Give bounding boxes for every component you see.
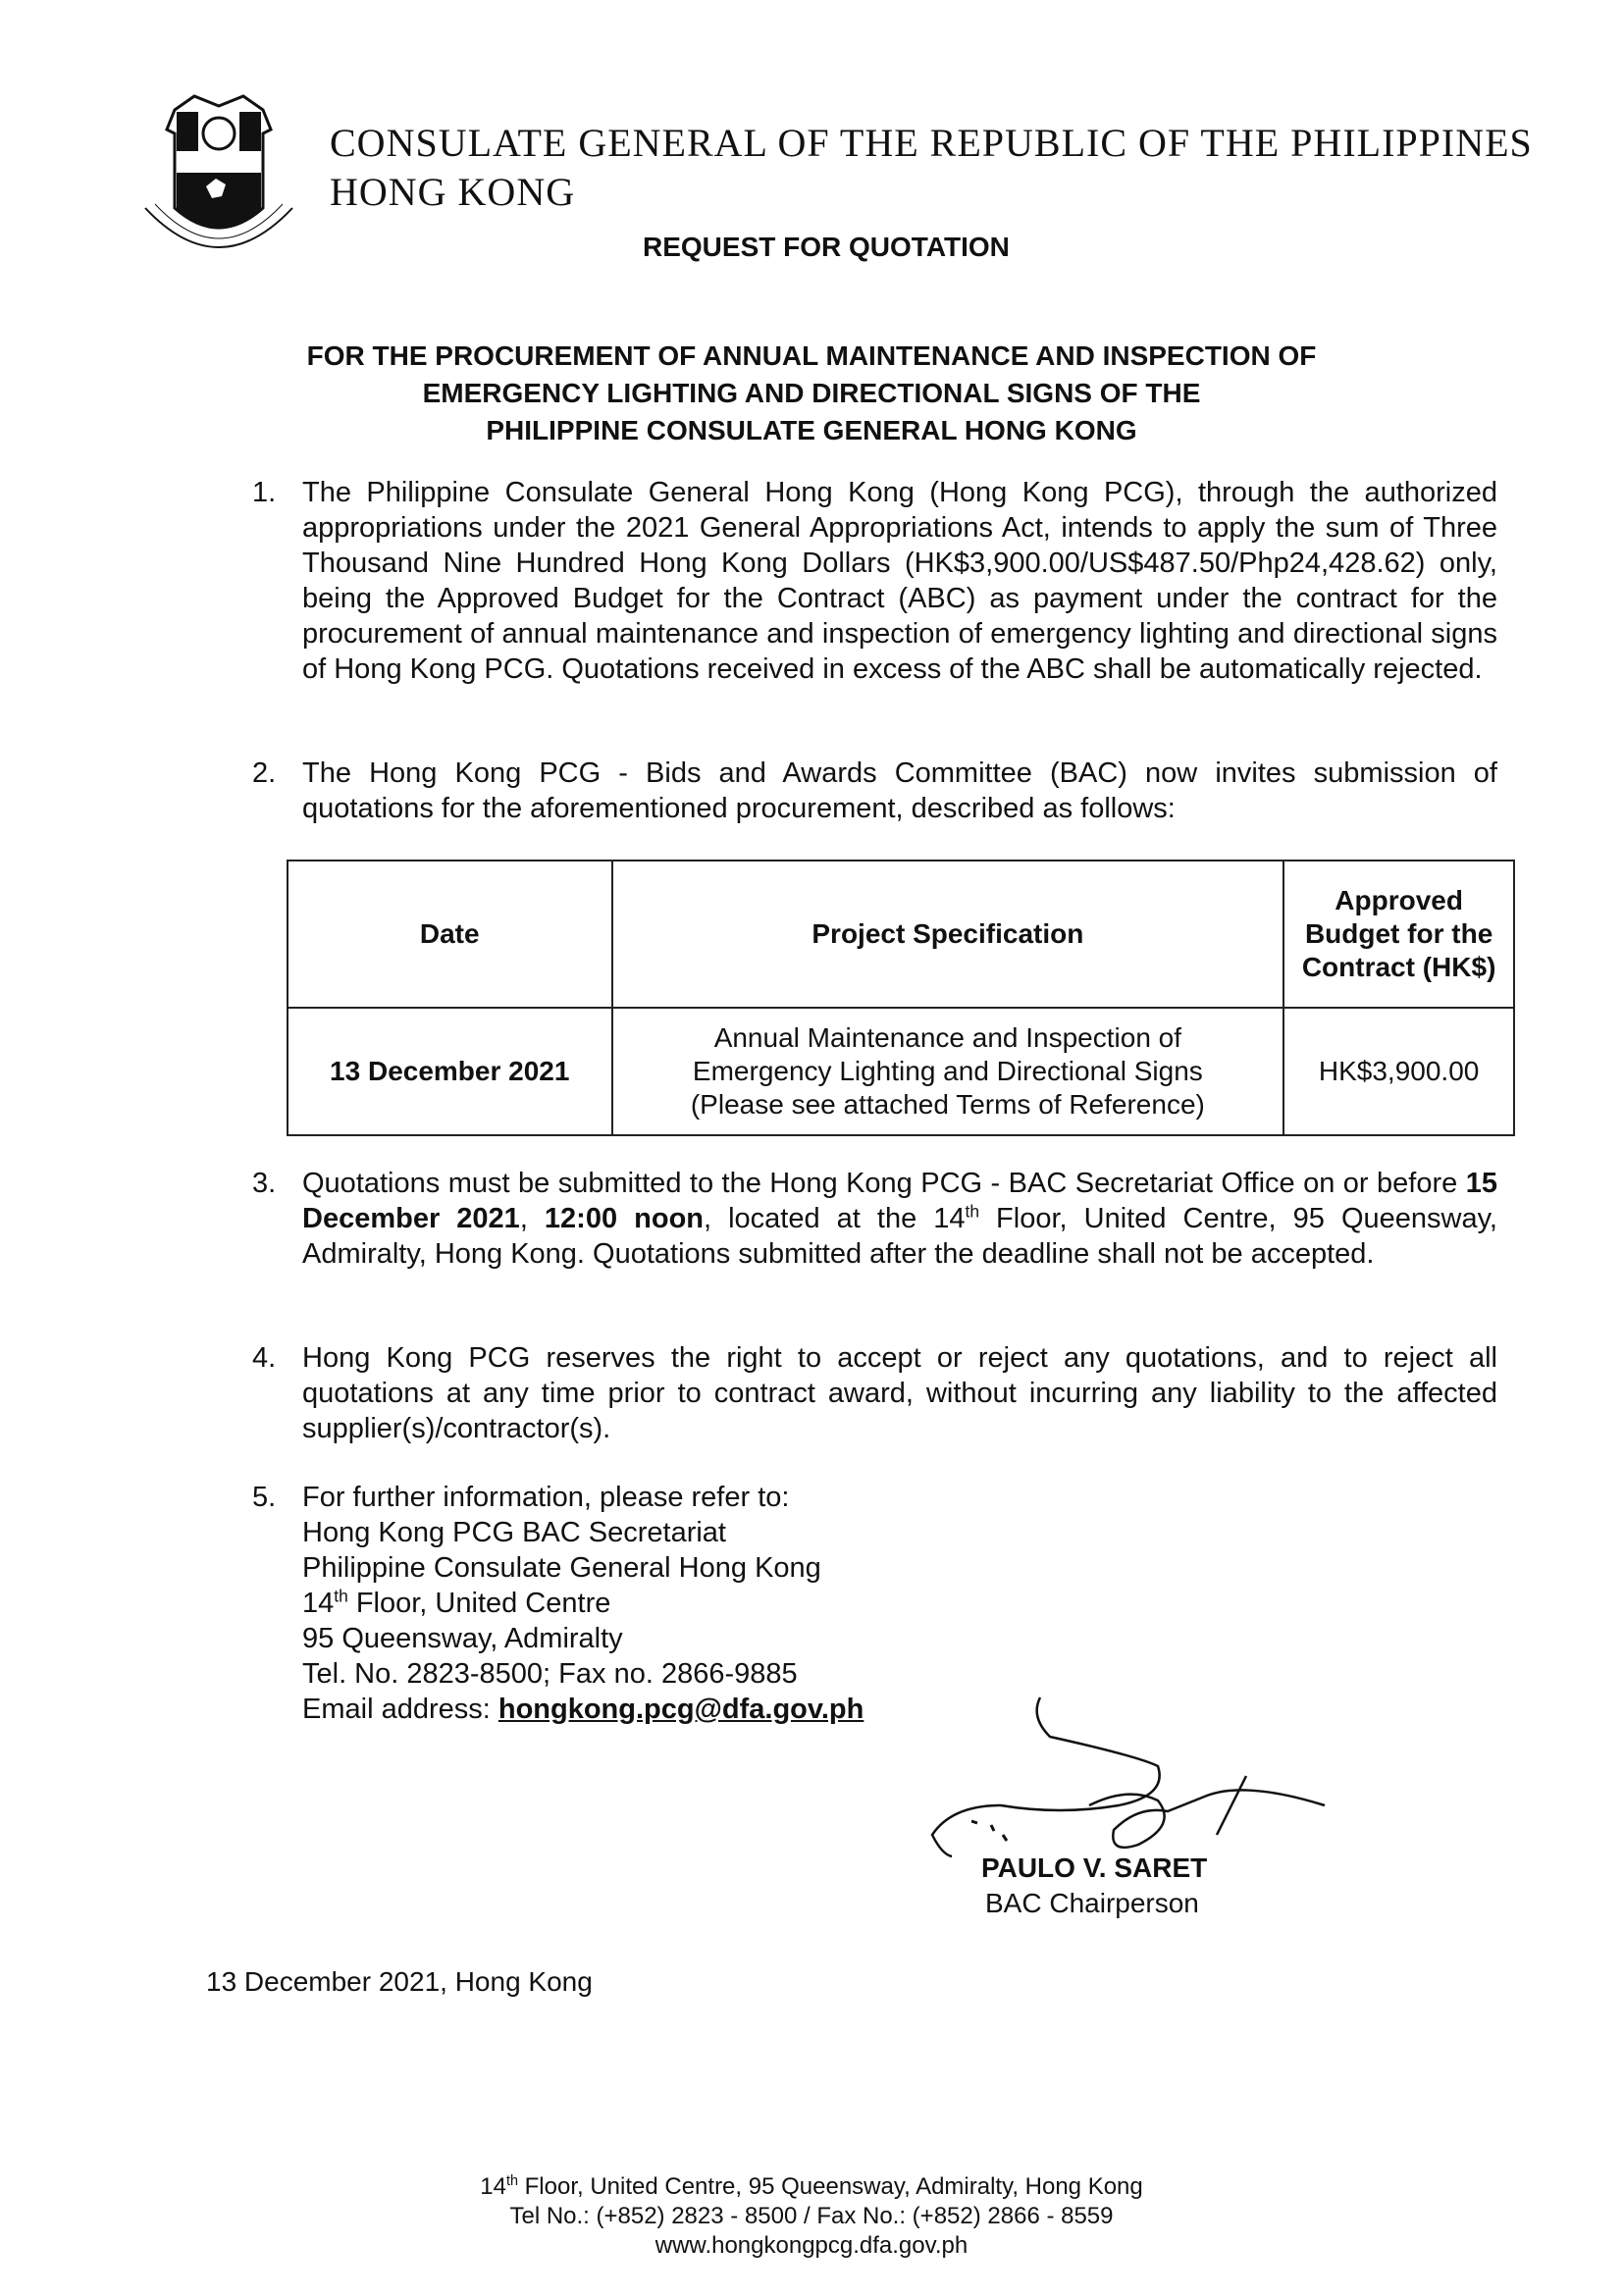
- table-header-abc: Approved Budget for the Contract (HK$): [1283, 861, 1514, 1008]
- footer-address-rest: Floor, United Centre, 95 Queensway, Admiralty, Hong Kong: [517, 2173, 1143, 2200]
- email-link[interactable]: hongkong.pcg@dfa.gov.ph: [497, 1694, 864, 1725]
- deadline-date: 15 December 2021: [302, 1168, 1497, 1234]
- letterhead-line-2: HONG KONG: [330, 170, 576, 214]
- item-3-part: Quotations must be submitted to the Hong Kong PCG - BAC Secretariat Office on or before: [302, 1168, 1466, 1199]
- contact-line: For further information, please refer to:: [302, 1482, 790, 1513]
- spec-line: Emergency Lighting and Directional Signs: [692, 1056, 1203, 1086]
- ordinal-suffix: th: [505, 2173, 518, 2189]
- item-number: 5.: [252, 1482, 277, 1513]
- document-type: REQUEST FOR QUOTATION: [643, 232, 1010, 262]
- table-header-date: Date: [288, 861, 612, 1008]
- specification-table: [287, 860, 1515, 1136]
- seal-icon: [135, 90, 302, 269]
- title-line: PHILIPPINE CONSULATE GENERAL HONG KONG: [486, 415, 1137, 445]
- item-number: 2.: [252, 757, 277, 789]
- signatory-name: PAULO V. SARET: [981, 1852, 1208, 1883]
- deadline-time: 12:00 noon: [544, 1203, 704, 1234]
- table-row: [288, 1008, 1514, 1135]
- item-number: 3.: [252, 1168, 277, 1199]
- spec-line: Annual Maintenance and Inspection of: [713, 1022, 1182, 1053]
- item-4-text: Hong Kong PCG reserves the right to accept or reject any quotations, and to reject all quotations at any time prior to contract award, without incurring any liability to the affected supplier(s)/contractor(s).: [302, 1342, 1497, 1444]
- consulate-seal: [135, 90, 302, 269]
- document-title: [196, 338, 1427, 449]
- table-header-row: [288, 861, 1514, 1008]
- title-line: EMERGENCY LIGHTING AND DIRECTIONAL SIGNS OF THE: [422, 378, 1201, 408]
- item-number: 1.: [252, 477, 277, 508]
- item-3-part: , located at the 14: [704, 1203, 966, 1234]
- footer-website[interactable]: www.hongkongpcg.dfa.gov.ph: [654, 2232, 969, 2259]
- contact-line: 95 Queensway, Admiralty: [302, 1623, 623, 1654]
- address-floor: 14: [302, 1588, 335, 1619]
- contact-line: Philippine Consulate General Hong Kong: [302, 1552, 821, 1584]
- footer-floor: 14: [480, 2173, 506, 2200]
- spec-line: (Please see attached Terms of Reference): [690, 1089, 1205, 1120]
- footer-address: [0, 2172, 1623, 2202]
- address-building: Floor, United Centre: [347, 1588, 611, 1619]
- title-line: FOR THE PROCUREMENT OF ANNUAL MAINTENANCE AND INSPECTION OF: [306, 340, 1317, 371]
- date-place: 13 December 2021, Hong Kong: [206, 1966, 593, 1997]
- letterhead-line-1: CONSULATE GENERAL OF THE REPUBLIC OF THE PHILIPPINES: [330, 121, 1533, 165]
- ordinal-suffix: th: [334, 1586, 348, 1606]
- table-cell-abc: HK$3,900.00: [1283, 1008, 1514, 1135]
- table-header-spec: Project Specification: [612, 861, 1284, 1008]
- contact-line: [302, 1586, 1283, 1621]
- contact-line: Tel. No. 2823-8500; Fax no. 2866-9885: [302, 1658, 798, 1690]
- item-1-text: The Philippine Consulate General Hong Kong (Hong Kong PCG), through the authorized appropriations under the 2021 General Appropriations Act, intends to apply the sum of Three Thousand Nine Hundred Hong Kong Dollars (HK$3,900.00/US$487.50/Php24,428.62) only, being the Approved Budget for the Contract (ABC) as payment under the contract for the procurement of annual maintenance and inspection of emergency lighting and directional signs of Hong Kong PCG. Quotations received in excess of the ABC shall be automatically rejected.: [302, 477, 1497, 685]
- item-3-part: ,: [519, 1203, 545, 1234]
- table-cell-spec: [612, 1008, 1284, 1135]
- signature: [913, 1688, 1344, 1864]
- item-3-text: [302, 1166, 1497, 1272]
- table-cell-date: 13 December 2021: [288, 1008, 612, 1135]
- signatory-title: BAC Chairperson: [985, 1888, 1199, 1918]
- item-2-text: The Hong Kong PCG - Bids and Awards Committee (BAC) now invites submission of quotations for the aforementioned procurement, described as follows:: [302, 757, 1497, 824]
- signature-icon: [913, 1688, 1344, 1864]
- email-label: Email address:: [302, 1694, 498, 1725]
- item-number: 4.: [252, 1342, 277, 1374]
- contact-line: Hong Kong PCG BAC Secretariat: [302, 1517, 726, 1548]
- footer-phone: Tel No.: (+852) 2823 - 8500 / Fax No.: (+852) 2866 - 8559: [509, 2203, 1114, 2229]
- item-3-part: Floor, United Centre, 95 Queensway, Admiralty, Hong Kong. Quotations submitted after the deadline shall not be accepted.: [302, 1203, 1497, 1270]
- ordinal-suffix: th: [965, 1201, 980, 1222]
